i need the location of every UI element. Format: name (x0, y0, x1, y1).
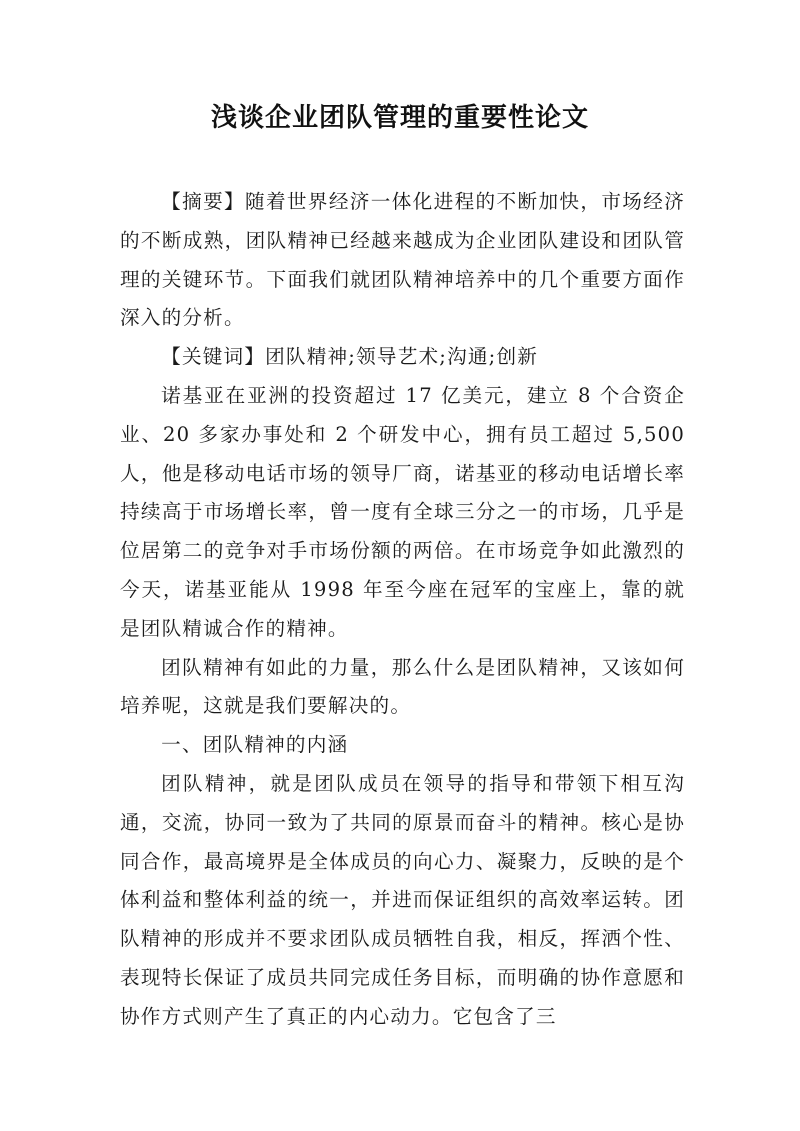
body-paragraph: 团队精神有如此的力量，那么什么是团队精神，又该如何培养呢，这就是我们要解决的。 (120, 655, 685, 718)
section-heading: 一、团队精神的内涵 (161, 733, 349, 757)
document-title: 浅谈企业团队管理的重要性论文 (210, 103, 589, 133)
abstract-paragraph: 【摘要】随着世界经济一体化进程的不断加快，市场经济的不断成熟，团队精神已经越来越成为企业团队建设和团队管理的关键环节。下面我们就团队精神培养中的几个重要方面作深入的分析。 (120, 190, 685, 330)
body-paragraph: 团队精神，就是团队成员在领导的指导和带领下相互沟通，交流，协同一致为了共同的原景而奋斗的精神。核心是协同合作，最高境界是全体成员的向心力、凝聚力，反映的是个体利益和整体利益的统一，并进而保证组织的高效率运转。团队精神的形成并不要求团队成员牺牲自我，相反，挥洒个性、表现特长保证了成员共同完成任务目标，而明确的协作意愿和协作方式则产生了真正的内心动力。它包含了三 (120, 771, 685, 1028)
body-paragraph: 诺基亚在亚洲的投资超过 17 亿美元，建立 8 个合资企业、20 多家办事处和 2 个研发中心，拥有员工超过 5,500 人，他是移动电话市场的领导厂商，诺基亚的移动电话增长率持续高于市场增长率，曾一度有全球三分之一的市场，几乎是位居第二的竞争对手市场份额的两倍。在市场竞争如此激烈的今天，诺基亚能从 1998 年至今座在冠军的宝座上，靠的就是团队精诚合作的精神。 (120, 383, 685, 640)
keywords-paragraph: 【关键词】团队精神;领导艺术;沟通;创新 (161, 345, 539, 369)
document-body (120, 183, 685, 1037)
